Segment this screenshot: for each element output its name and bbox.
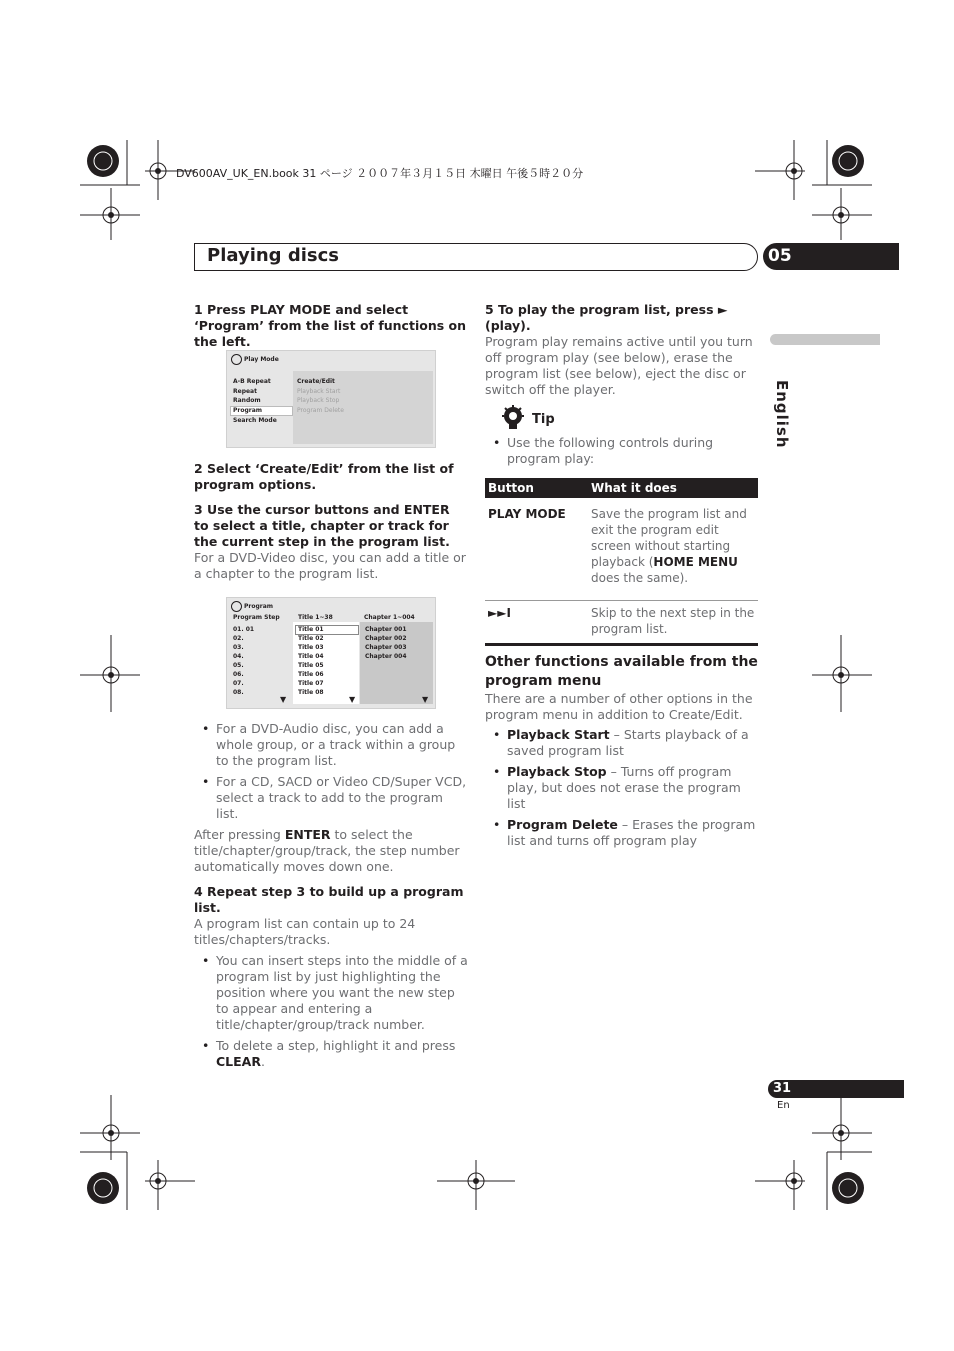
step-5-body: Program play remains active until you turn off program play (see below), erase the program list (see below), eject the disc or switch off the player. <box>485 334 753 397</box>
list-item <box>485 817 758 849</box>
right-column <box>485 302 758 398</box>
left-column-3 <box>194 721 468 1075</box>
option-item: Playback Start <box>297 388 341 395</box>
list-item <box>485 764 758 812</box>
chapter-row: Chapter 004 <box>365 653 407 660</box>
bullet-list-b <box>194 953 468 1070</box>
list-item: • For a DVD-Audio disc, you can add a whole group, or a track within a group to the program list. <box>194 721 468 769</box>
arrow-down-icon: ▼ <box>280 695 287 704</box>
step-4-body: A program list can contain up to 24 titles/chapters/tracks. <box>194 916 416 947</box>
col-head: Chapter 1~004 <box>364 614 415 621</box>
tip-list <box>485 435 758 472</box>
other-functions <box>485 653 758 854</box>
other-body: There are a number of other options in the program menu in addition to Create/Edit. <box>485 691 753 722</box>
item-bold: Playback Start <box>507 727 610 742</box>
list-item: • For a CD, SACD or Video CD/Super VCD, select a track to add to the program list. <box>194 774 468 822</box>
item-bold: Playback Stop <box>507 764 607 779</box>
list-item <box>485 727 758 759</box>
option-item: Playback Stop <box>297 397 340 404</box>
list-item <box>194 1038 468 1070</box>
step-row: 01. 01 <box>233 626 255 633</box>
language-tab <box>770 334 880 345</box>
disc-icon <box>231 354 242 365</box>
step-3-body: For a DVD-Video disc, you can add a title or a chapter to the program list. <box>194 550 466 581</box>
col-head: Title 1~38 <box>298 614 333 621</box>
step-row: 06. <box>233 671 244 678</box>
step-row: 02. <box>233 635 244 642</box>
text: To delete a step, highlight it and press <box>216 1038 456 1053</box>
play-mode-cell: PLAY MODE <box>488 507 566 521</box>
title-row: Title 04 <box>298 653 324 660</box>
title-row: Title 05 <box>298 662 324 669</box>
bullet-list-a <box>194 721 468 822</box>
menu-item: Search Mode <box>233 417 277 424</box>
play-mode-screen <box>226 350 436 448</box>
tip-bulb-icon <box>500 405 526 431</box>
step-row: 07. <box>233 680 244 687</box>
after-enter-text <box>194 827 468 875</box>
item-text: – Erases the program list and turns off program play <box>507 817 756 848</box>
title-row: Title 03 <box>298 644 324 651</box>
text: does the same). <box>591 571 689 585</box>
home-menu-key: HOME MENU <box>653 555 738 569</box>
language-label: English <box>773 380 791 449</box>
next-desc: Skip to the next step in the program list. <box>591 606 755 636</box>
option-item: Program Delete <box>297 407 344 414</box>
col-head: Program Step <box>233 614 280 621</box>
text: . <box>260 1054 265 1069</box>
program-screen <box>226 597 436 709</box>
arrow-down-icon: ▼ <box>422 695 429 704</box>
page-title: Playing discs <box>207 245 339 266</box>
title-row: Title 01 <box>298 626 324 633</box>
list-item: • Use the following controls during program play: <box>485 435 758 467</box>
step-4: 4 Repeat step 3 to build up a program list. <box>194 884 464 915</box>
enter-key: ENTER <box>284 827 331 842</box>
page-lang: En <box>777 1100 790 1111</box>
header-button: Button <box>488 481 534 495</box>
chapter-number: 05 <box>768 246 792 266</box>
other-list <box>485 727 758 849</box>
list-item: • You can insert steps into the middle of a program list by just highlighting the position where you want the new step to appear and entering a title/chapter/group/track number. <box>194 953 468 1033</box>
step-row: 08. <box>233 689 244 696</box>
menu-item: Random <box>233 397 261 404</box>
table-row <box>485 601 758 645</box>
item-text: – Turns off program play, but does not erase the program list <box>507 764 741 811</box>
title-row: Title 06 <box>298 671 324 678</box>
text: Save the program list and exit the program edit screen without starting playback ( <box>591 507 747 569</box>
step-3: 3 Use the cursor buttons and ENTER to select a title, chapter or track for the current step in the program list. <box>194 502 450 549</box>
page-number: 31 <box>773 1081 792 1096</box>
header-what: What it does <box>591 481 677 495</box>
menu-item: Program <box>233 407 263 414</box>
disc-icon <box>231 601 242 612</box>
step-row: 05. <box>233 662 244 669</box>
step-2: 2 Select ‘Create/Edit’ from the list of program options. <box>194 461 454 492</box>
text: to select the title/chapter/group/track, the step number automatically moves down one. <box>194 827 460 874</box>
option-item: Create/Edit <box>297 378 335 385</box>
step-row: 03. <box>233 644 244 651</box>
file-info-line: DV600AV_UK_EN.book 31 ページ ２００７年３月１５日 木曜日 午後５時２０分 <box>176 167 584 180</box>
chapter-row: Chapter 002 <box>365 635 407 642</box>
step-1: 1 Press PLAY MODE and select ‘Program’ from the list of functions on the left. <box>194 302 466 349</box>
step-row: 04. <box>233 653 244 660</box>
step-5: 5 To play the program list, press ► (play). <box>485 302 728 333</box>
title-row: Title 07 <box>298 680 324 687</box>
title-row: Title 02 <box>298 635 324 642</box>
screen-title: Program <box>244 603 274 610</box>
next-icon: ►►I <box>488 606 511 620</box>
play-mode-desc <box>588 498 758 601</box>
other-heading: Other functions available from the program menu <box>485 654 758 689</box>
chapter-row: Chapter 001 <box>365 626 407 633</box>
item-text: – Starts playback of a saved program list <box>507 727 749 758</box>
menu-item: Repeat <box>233 388 257 395</box>
text: After pressing <box>194 827 285 842</box>
table-header <box>485 478 758 498</box>
left-column-2 <box>194 461 466 582</box>
chapter-row: Chapter 003 <box>365 644 407 651</box>
table-row <box>485 498 758 601</box>
arrow-down-icon: ▼ <box>349 695 356 704</box>
clear-key: CLEAR <box>216 1054 261 1069</box>
item-bold: Program Delete <box>507 817 618 832</box>
left-column <box>194 302 466 350</box>
menu-item: A-B Repeat <box>233 378 271 385</box>
screen-title: Play Mode <box>244 356 279 363</box>
title-row: Title 08 <box>298 689 324 696</box>
tip-label: Tip <box>532 412 555 427</box>
controls-table <box>485 478 758 646</box>
